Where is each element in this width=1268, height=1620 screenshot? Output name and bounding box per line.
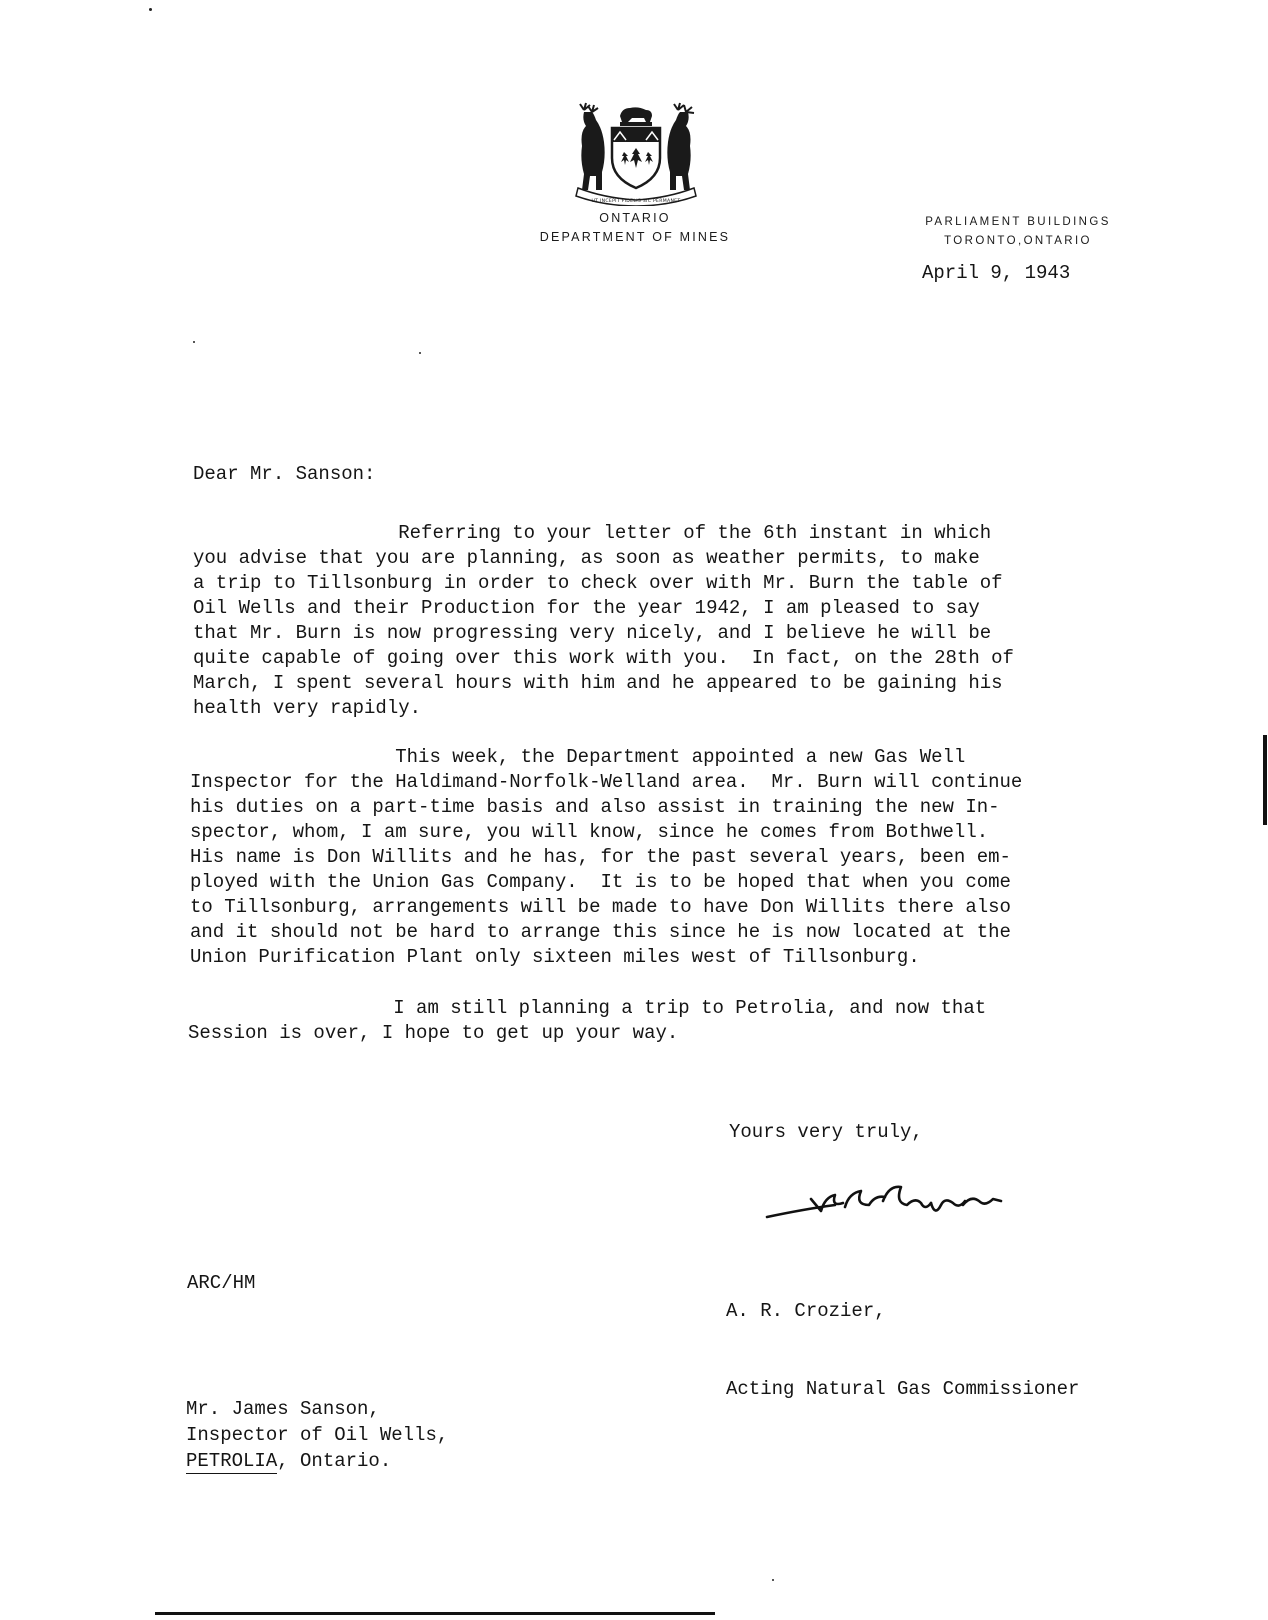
letterhead-department (470, 209, 800, 247)
ontario-crest-icon (574, 102, 698, 206)
closing: Yours very truly, (729, 1121, 923, 1143)
letterhead-address (900, 213, 1136, 251)
handwritten-signature (765, 1177, 1015, 1227)
address-line-2: TORONTO,ONTARIO (944, 235, 1092, 247)
signature-block (726, 1246, 1079, 1454)
letterhead-ontario: ONTARIO (599, 211, 671, 225)
letterhead-department-name: DEPARTMENT OF MINES (539, 230, 731, 244)
recipient-province: , Ontario. (277, 1450, 392, 1472)
signer-name: A. R. Crozier, (726, 1300, 886, 1322)
signer-title: Acting Natural Gas Commissioner (726, 1378, 1080, 1400)
recipient-title: Inspector of Oil Wells, (186, 1424, 449, 1446)
body-paragraph-2: This week, the Department appointed a new Gas Well Inspector for the Haldimand-Norfolk-Welland area. Mr. Burn will continue his duties on a part-time basis and also assist in training the new In- spector, whom, I am sure, you will know, since he comes from Bothwell. His name is Don Willits and he has, for the past several years, been em- ployed with the Union Gas Company. It is to be hoped that when you come to Tillsonburg, arrangements will be made to have Don Willits there also and it should not be hard to arrange this since he is now located at the Union Purification Plant only sixteen miles west of Tillsonburg. (190, 746, 1023, 968)
body-paragraph-3: I am still planning a trip to Petrolia, and now that Session is over, I hope to get up your way. (188, 997, 987, 1044)
recipient-name: Mr. James Sanson, (186, 1398, 380, 1420)
recipient-address (186, 1396, 448, 1474)
letter-date: April 9, 1943 (922, 262, 1071, 284)
body-paragraph-1: Referring to your letter of the 6th instant in which you advise that you are planning, as soon as weather permits, to make a trip to Tillsonburg in order to check over with Mr. Burn the table of Oil Wells and their Production for the year 1942, I am pleased to say that Mr. Burn is now progressing very nicely, and I believe he will be quite capable of going over this work with you. In fact, on the 28th of March, I spent several hours with him and he appeared to be gaining his health very rapidly. (193, 522, 1014, 719)
recipient-location (186, 1448, 448, 1474)
reference-initials: ARC/HM (187, 1272, 256, 1294)
scan-speck (149, 8, 152, 11)
recipient-city: PETROLIA (186, 1450, 278, 1472)
svg-text:UT INCEPIT FIDELIS SIC PERMANE: UT INCEPIT FIDELIS SIC PERMANET (591, 199, 681, 204)
scan-edge-mark (1263, 735, 1267, 825)
scan-speck (772, 1579, 774, 1581)
scan-speck (193, 341, 195, 343)
scan-bottom-line (155, 1612, 715, 1615)
scan-speck (419, 352, 421, 354)
address-line-1: PARLIAMENT BUILDINGS (925, 216, 1111, 228)
salutation: Dear Mr. Sanson: (193, 463, 376, 485)
